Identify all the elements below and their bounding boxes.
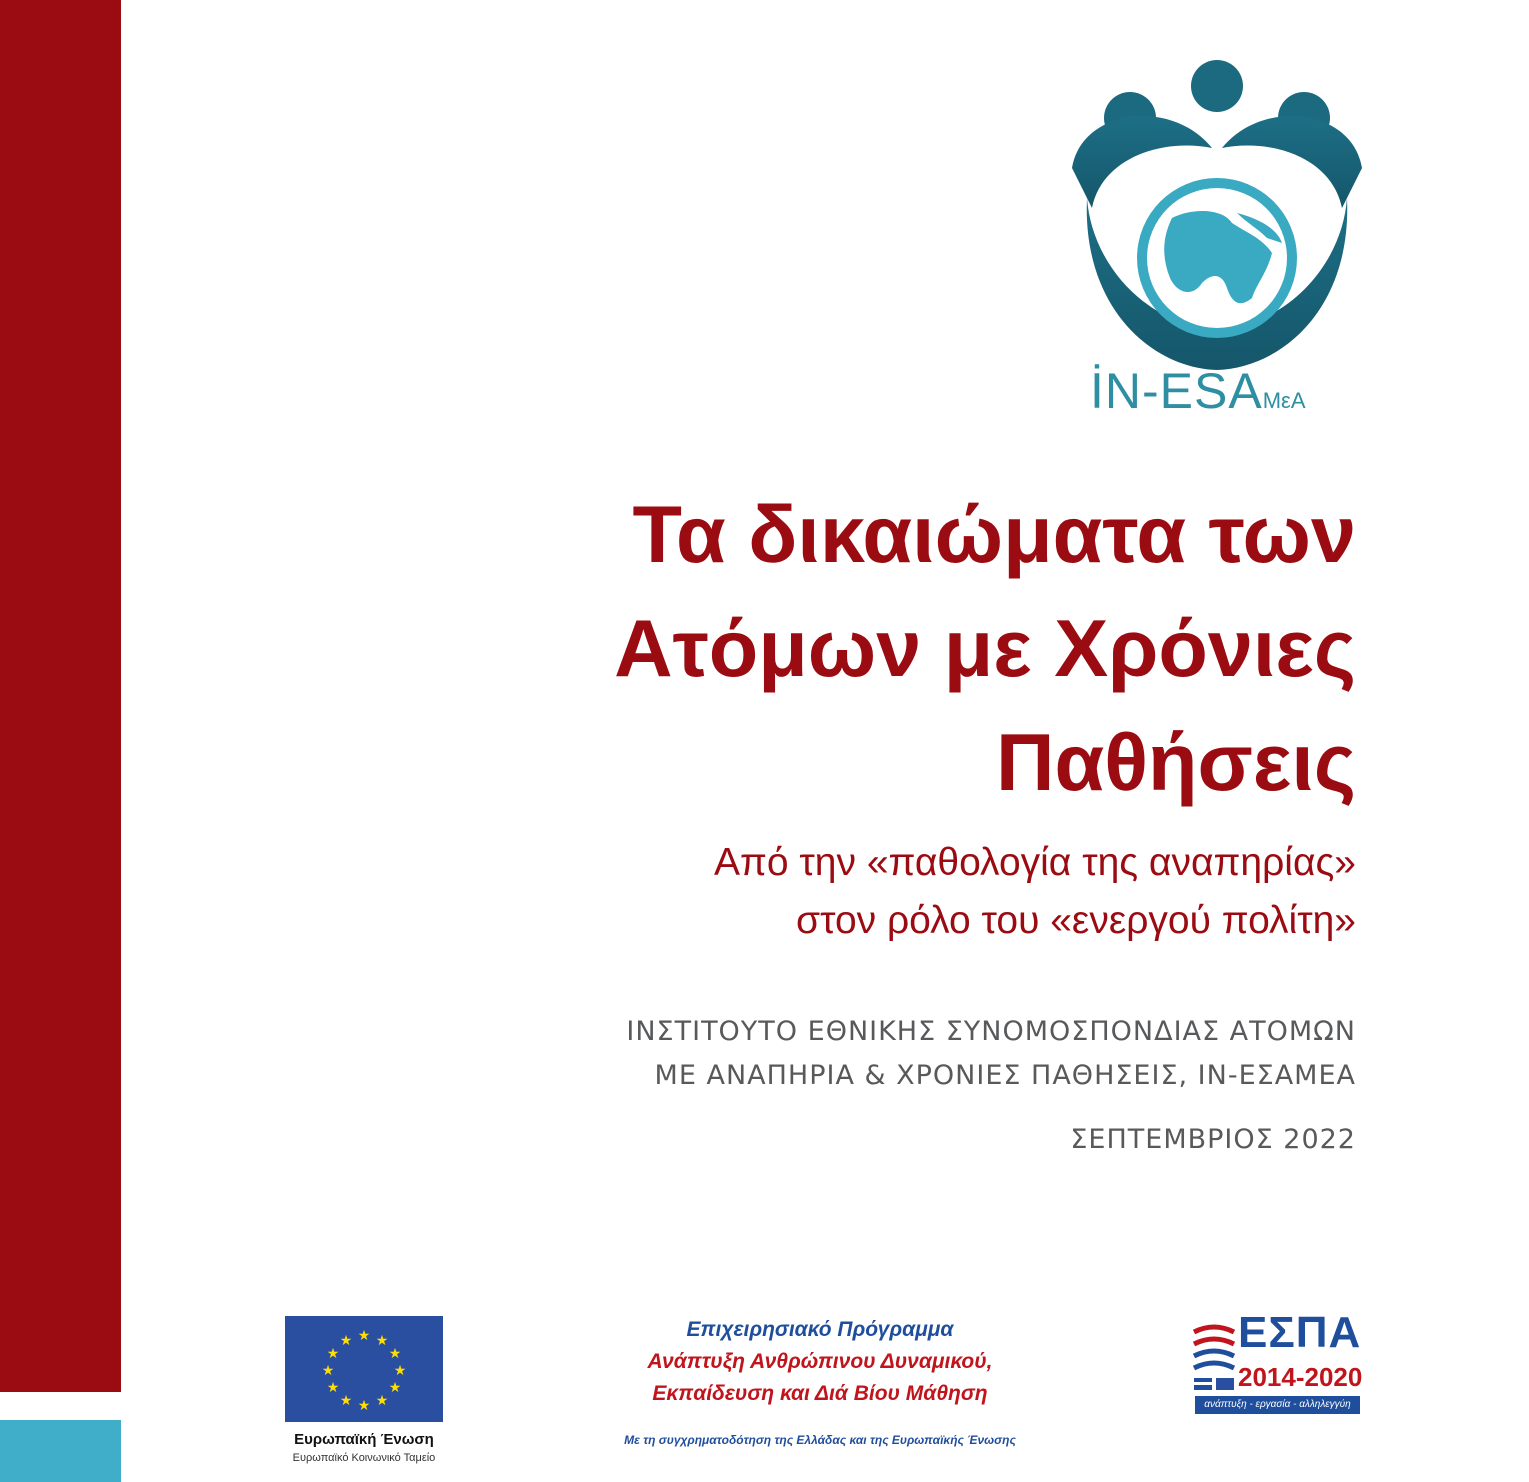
cofunding-note: Με τη συγχρηματοδότηση της Ελλάδας και της Ευρωπαϊκής Ένωσης — [624, 1433, 1016, 1447]
svg-text:★: ★ — [393, 1363, 407, 1379]
title-line-1: Τα δικαιώματα των — [632, 490, 1356, 580]
eu-name-label: Ευρωπαϊκή Ένωση — [294, 1431, 434, 1448]
svg-text:★: ★ — [388, 1346, 402, 1362]
svg-text:★: ★ — [375, 1333, 389, 1349]
op-line-2: Ανάπτυξη Ανθρώπινου Δυναμικού, — [647, 1350, 993, 1373]
op-line-1: Επιχειρησιακό Πρόγραμμα — [686, 1318, 954, 1341]
organization-line-2: ΜΕ ΑΝΑΠΗΡΙΑ & ΧΡΟΝΙΕΣ ΠΑΘΗΣΕΙΣ, ΙΝ-ΕΣΑΜΕΑ — [654, 1060, 1356, 1091]
espa-logo — [1190, 1308, 1365, 1414]
logo-wordmark — [1090, 362, 1360, 432]
title-line-3: Παθήσεις — [995, 718, 1356, 808]
svg-text:★: ★ — [339, 1333, 353, 1349]
espa-slogan: ανάπτυξη - εργασία - αλληλεγγύη — [1195, 1396, 1360, 1414]
subtitle-line-2: στον ρόλο του «ενεργού πολίτη» — [796, 899, 1356, 942]
eu-stars-icon — [285, 1316, 443, 1422]
eu-flag-icon — [285, 1316, 443, 1422]
svg-text:★: ★ — [326, 1380, 340, 1396]
organization-line-1: ΙΝΣΤΙΤΟΥΤΟ ΕΘΝΙΚΗΣ ΣΥΝΟΜΟΣΠΟΝΔΙΑΣ ΑΤΟΜΩΝ — [626, 1016, 1356, 1047]
svg-text:★: ★ — [375, 1393, 389, 1409]
left-red-band — [0, 0, 121, 1392]
logo-name-main: İN-ESA — [1090, 363, 1263, 419]
in-esamea-logo — [1062, 58, 1372, 388]
op-line-3: Εκπαίδευση και Διά Βίου Μάθηση — [652, 1382, 988, 1405]
svg-text:★: ★ — [357, 1398, 371, 1414]
svg-text:★: ★ — [357, 1328, 371, 1344]
espa-years: 2014-2020 — [1238, 1362, 1363, 1392]
publication-date: ΣΕΠΤΕΜΒΡΙΟΣ 2022 — [1070, 1124, 1356, 1155]
svg-text:★: ★ — [339, 1393, 353, 1409]
left-teal-band — [0, 1420, 121, 1482]
organization-name — [456, 1010, 1356, 1098]
title-line-2: Ατόμων με Χρόνιες — [614, 604, 1356, 694]
logo-name-small: ΜεΑ — [1262, 388, 1306, 413]
espa-title: ΕΣΠΑ — [1238, 1308, 1362, 1357]
subtitle-line-1: Από την «παθολογία της αναπηρίας» — [713, 841, 1356, 884]
document-subtitle — [456, 834, 1356, 950]
operational-programme — [560, 1314, 1080, 1410]
logo-graphic-icon — [1062, 58, 1372, 388]
eu-fund-label: Ευρωπαϊκό Κοινωνικό Ταμείο — [292, 1452, 436, 1464]
svg-text:★: ★ — [388, 1380, 402, 1396]
svg-text:★: ★ — [326, 1346, 340, 1362]
svg-text:★: ★ — [321, 1363, 335, 1379]
espa-waves-icon — [1190, 1318, 1238, 1398]
document-title — [456, 478, 1356, 820]
